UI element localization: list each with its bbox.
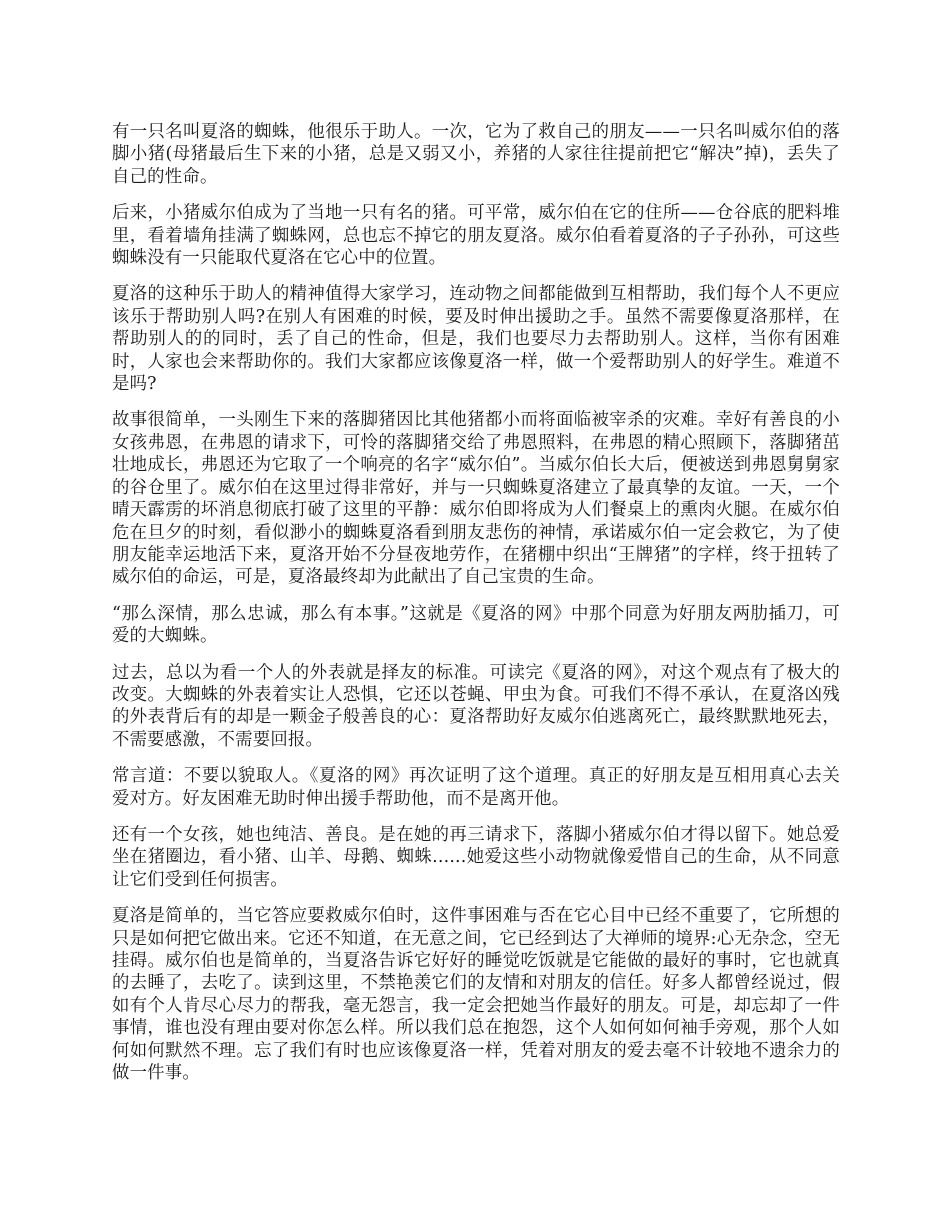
paragraph-8: 还有一个女孩，她也纯洁、善良。是在她的再三请求下，落脚小猪威尔伯才得以留下。她总爱坐在猪圈边，看小猪、山羊、母鹅、蜘蛛......她爱这些小动物就像爱惜自己的生命，从不同意让它们受到任何损害。 — [112, 824, 840, 890]
document-body — [112, 121, 840, 1098]
paragraph-3: 夏洛的这种乐于助人的精神值得大家学习，连动物之间都能做到互相帮助，我们每个人不更应该乐于帮助别人吗?在别人有困难的时候，要及时伸出援助之手。虽然不需要像夏洛那样，在帮助别人的的同时，丢了自己的性命，但是，我们也要尽力去帮助别人。这样，当你有困难时，人家也会来帮助你的。我们大家都应该像夏洛一样，做一个爱帮助别人的好学生。难道不是吗? — [112, 284, 840, 395]
paragraph-2: 后来，小猪威尔伯成为了当地一只有名的猪。可平常，威尔伯在它的住所——仓谷底的肥料堆里，看着墙角挂满了蜘蛛网，总也忘不掉它的朋友夏洛。威尔伯看着夏洛的子子孙孙，可这些蜘蛛没有一只能取代夏洛在它心中的位置。 — [112, 203, 840, 269]
paragraph-6: 过去，总以为看一个人的外表就是择友的标准。可读完《夏洛的网》，对这个观点有了极大的改变。大蜘蛛的外表着实让人恐惧，它还以苍蝇、甲虫为食。可我们不得不承认，在夏洛凶残的外表背后有的却是一颗金子般善良的心：夏洛帮助好友威尔伯逃离死亡，最终默默地死去，不需要感激，不需要回报。 — [112, 662, 840, 750]
paragraph-5: “那么深情，那么忠诚，那么有本事。”这就是《夏洛的网》中那个同意为好朋友两肋插刀，可爱的大蜘蛛。 — [112, 603, 840, 647]
paragraph-4: 故事很简单，一头刚生下来的落脚猪因比其他猪都小而将面临被宰杀的灾难。幸好有善良的小女孩弗恩，在弗恩的请求下，可怜的落脚猪交给了弗恩照料，在弗恩的精心照顾下，落脚猪茁壮地成长，弗恩还为它取了一个响亮的名字“威尔伯”。当威尔伯长大后，便被送到弗恩舅舅家的谷仓里了。威尔伯在这里过得非常好，并与一只蜘蛛夏洛建立了最真挚的友谊。一天，一个晴天霹雳的坏消息彻底打破了这里的平静：威尔伯即将成为人们餐桌上的熏肉火腿。在威尔伯危在旦夕的时刻，看似渺小的蜘蛛夏洛看到朋友悲伤的神情，承诺威尔伯一定会救它，为了使朋友能幸运地活下来，夏洛开始不分昼夜地劳作，在猪棚中织出“王牌猪”的字样，终于扭转了威尔伯的命运，可是，夏洛最终却为此献出了自己宝贵的生命。 — [112, 410, 840, 588]
paragraph-1: 有一只名叫夏洛的蜘蛛，他很乐于助人。一次，它为了救自己的朋友——一只名叫威尔伯的落脚小猪(母猪最后生下来的小猪，总是又弱又小，养猪的人家往往提前把它“解决”掉)，丢失了自己的性命。 — [112, 122, 840, 187]
paragraph-9: 夏洛是简单的，当它答应要救威尔伯时，这件事困难与否在它心目中已经不重要了，它所想的只是如何把它做出来。它还不知道，在无意之间，它已经到达了大禅师的境界:心无杂念，空无挂碍。威尔伯也是简单的，当夏洛告诉它好好的睡觉吃饭就是它能做的最好的事时，它也就真的去睡了，去吃了。读到这里，不禁艳羡它们的友情和对朋友的信任。好多人都曾经说过，假如有个人肯尽心尽力的帮我，毫无怨言，我一定会把她当作最好的朋友。可是，却忘却了一件事情，谁也没有理由要对你怎么样。所以我们总在抱怨，这个人如何如何袖手旁观，那个人如何如何默然不理。忘了我们有时也应该像夏洛一样，凭着对朋友的爱去毫不计较地不遗余力的做一件事。 — [112, 906, 840, 1084]
paragraph-7: 常言道：不要以貌取人。《夏洛的网》再次证明了这个道理。真正的好朋友是互相用真心去关爱对方。好友困难无助时伸出援手帮助他，而不是离开他。 — [112, 766, 840, 809]
